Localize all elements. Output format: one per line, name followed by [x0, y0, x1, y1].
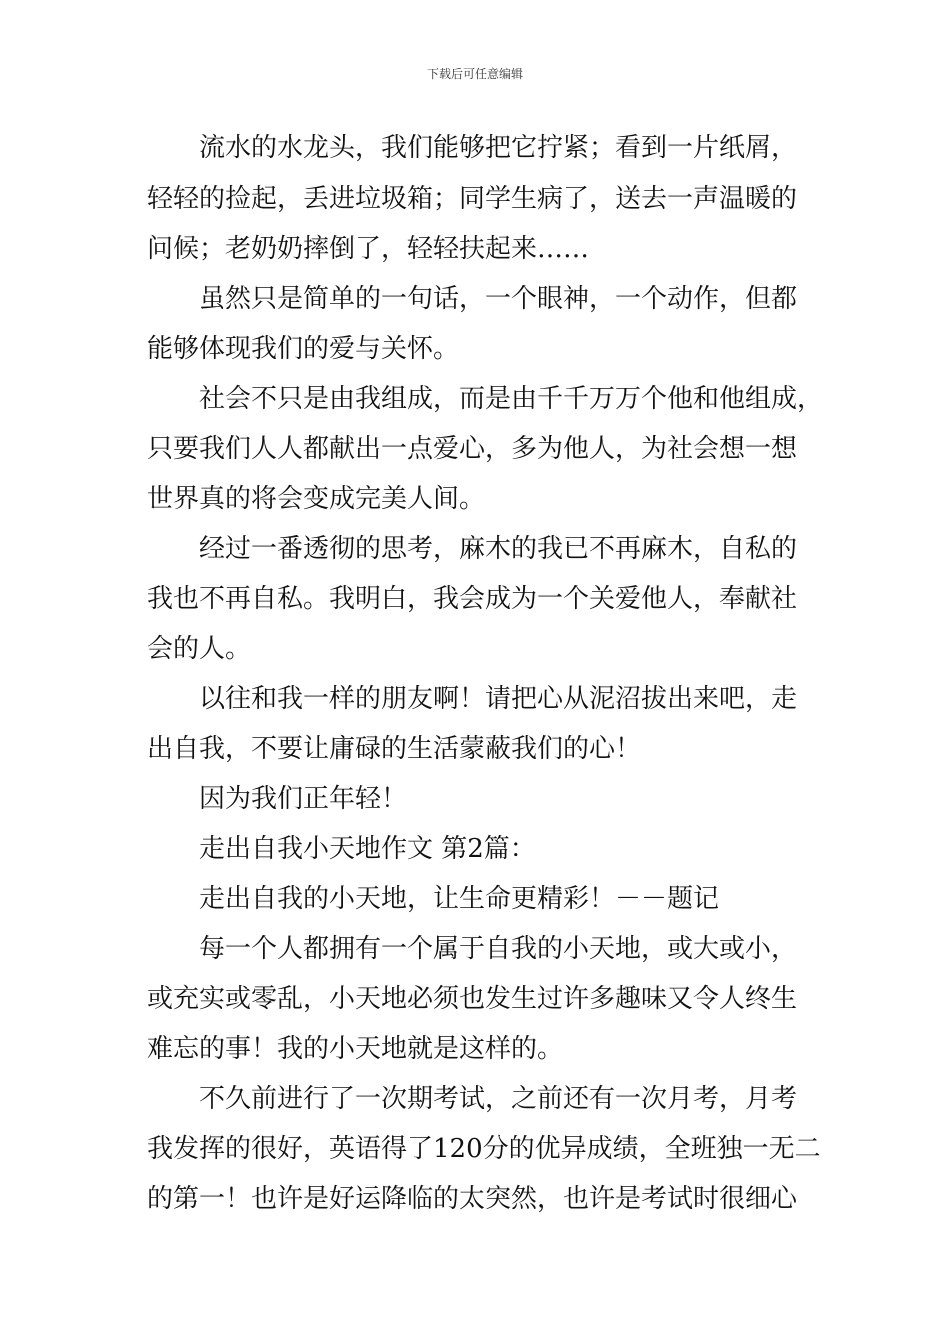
text-line: 社会不只是由我组成，而是由千千万万个他和他组成， — [199, 384, 824, 414]
text-line: 难忘的事！我的小天地就是这样的。 — [147, 1034, 564, 1064]
text-line: 世界真的将会变成完美人间。 — [147, 484, 486, 514]
section-heading: 走出自我小天地作文 第2篇： — [199, 834, 536, 864]
text-line: 的第一！也许是好运降临的太突然，也许是考试时很细心 — [147, 1184, 798, 1214]
text-line: 虽然只是简单的一句话，一个眼神，一个动作，但都 — [199, 284, 798, 314]
text-line: 我也不再自私。我明白，我会成为一个关爱他人，奉献社 — [147, 584, 798, 614]
page-header: 下载后可任意编辑 — [426, 67, 523, 81]
text-line: 流水的水龙头，我们能够把它拧紧；看到一片纸屑， — [199, 133, 798, 163]
text-line: 每一个人都拥有一个属于自我的小天地，或大或小， — [199, 934, 798, 964]
text-line: 或充实或零乱，小天地必须也发生过许多趣味又令人终生 — [147, 984, 798, 1014]
text-line: 出自我，不要让庸碌的生活蒙蔽我们的心！ — [147, 734, 642, 764]
text-line: 只要我们人人都献出一点爱心，多为他人，为社会想一想 — [147, 434, 798, 464]
text-line: 我发挥的很好，英语得了120分的优异成绩，全班独一无二 — [147, 1134, 821, 1164]
text-line: 会的人。 — [147, 634, 252, 664]
text-line: 以往和我一样的朋友啊！请把心从泥沼拔出来吧，走 — [199, 684, 798, 714]
epigraph: 走出自我的小天地，让生命更精彩！－－题记 — [199, 884, 720, 914]
text-line: 经过一番透彻的思考，麻木的我已不再麻木，自私的 — [199, 534, 798, 564]
text-line: 因为我们正年轻！ — [199, 784, 408, 814]
text-line: 问候；老奶奶摔倒了，轻轻扶起来…… — [147, 234, 590, 264]
text-line: 轻轻的捡起，丢进垃圾箱；同学生病了，送去一声温暖的 — [147, 184, 798, 214]
text-line: 不久前进行了一次期考试，之前还有一次月考，月考 — [199, 1084, 798, 1114]
text-line: 能够体现我们的爱与关怀。 — [147, 334, 460, 364]
